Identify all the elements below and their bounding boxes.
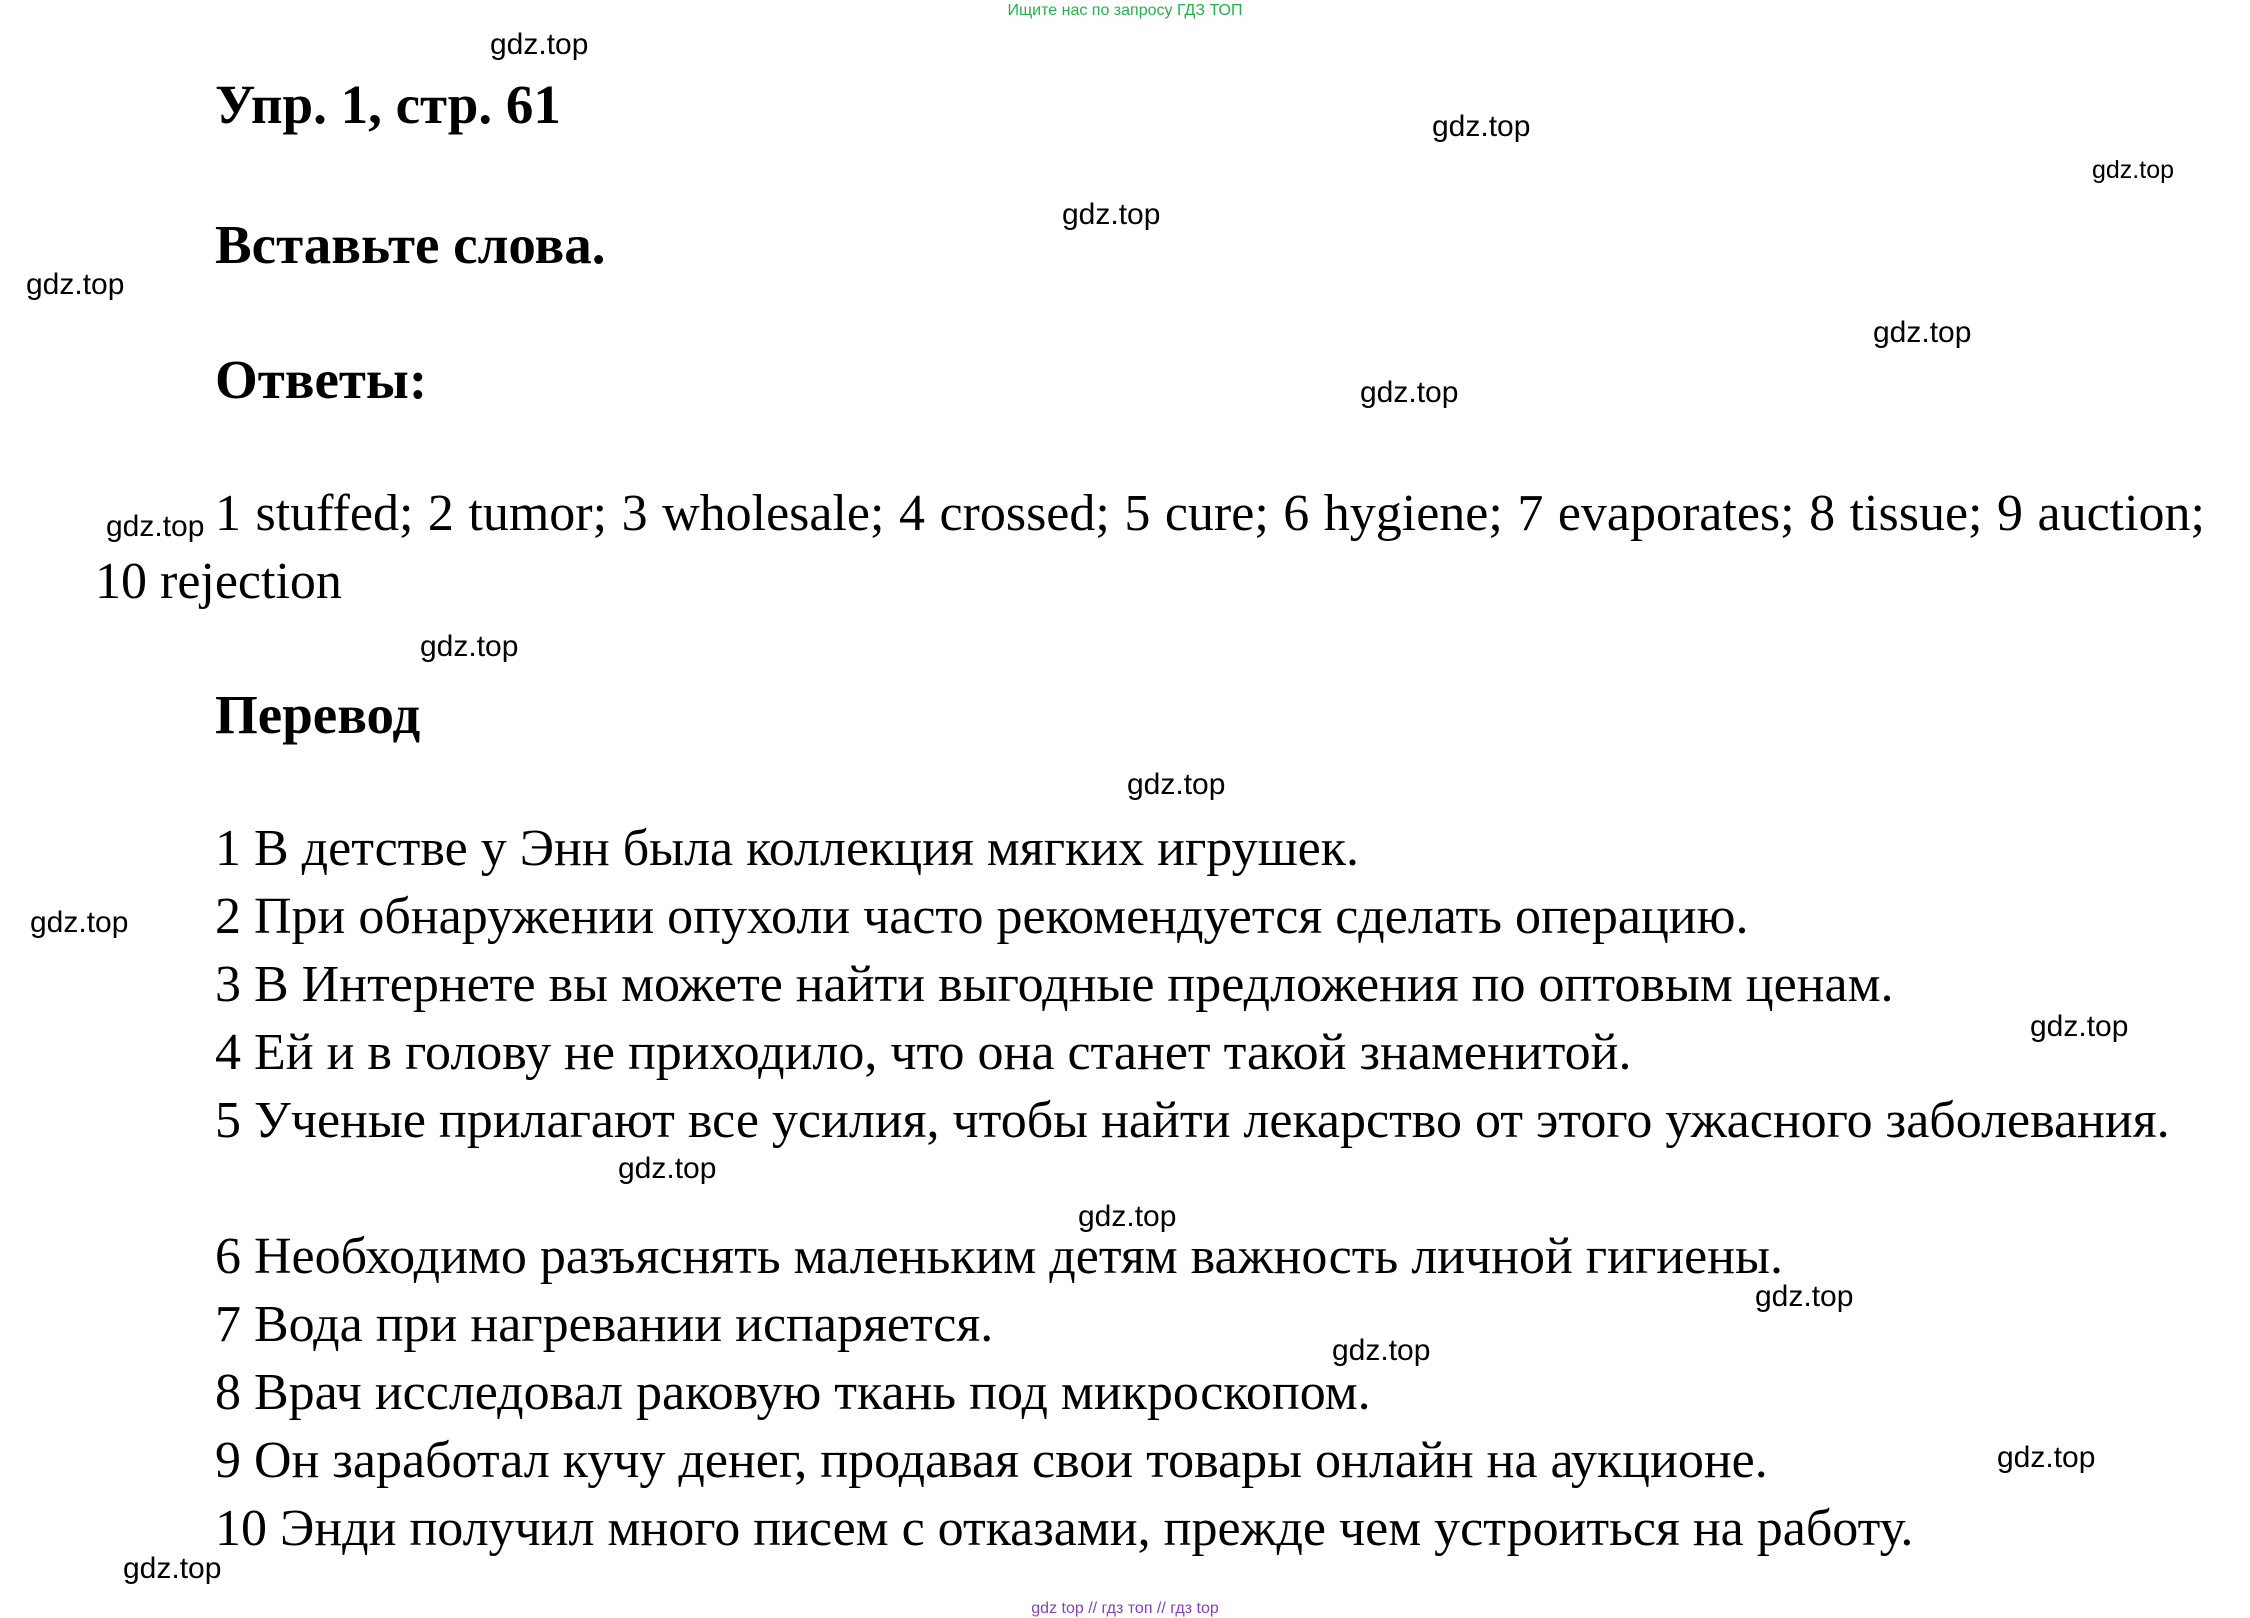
translation-line: 8 Врач исследовал раковую ткань под микроскопом. xyxy=(215,1364,1371,1421)
translation-line: 4 Ей и в голову не приходило, что она станет такой знаменитой. xyxy=(215,1024,1632,1081)
translation-line: 9 Он заработал кучу денег, продавая свои товары онлайн на аукционе. xyxy=(215,1432,1768,1489)
watermark: gdz.top xyxy=(1432,110,1531,143)
watermark: gdz.top xyxy=(1332,1334,1431,1367)
watermark: gdz.top xyxy=(1997,1441,2096,1474)
translation-line: 1 В детстве у Энн была коллекция мягких игрушек. xyxy=(215,820,1359,877)
watermark: gdz.top xyxy=(490,28,589,61)
watermark: gdz.top xyxy=(618,1152,717,1185)
task-heading: Вставьте слова. xyxy=(215,214,606,275)
translation-line: 7 Вода при нагревании испаряется. xyxy=(215,1296,994,1353)
translation-line: 5 Ученые прилагают все усилия, чтобы найти лекарство от этого ужасного заболевания. xyxy=(215,1092,2170,1149)
watermark: gdz.top xyxy=(106,510,205,543)
watermark: gdz.top xyxy=(1360,376,1459,409)
watermark: gdz.top xyxy=(1873,316,1972,349)
watermark: gdz.top xyxy=(26,268,125,301)
top-notice: Ищите нас по запросу ГДЗ ТОП xyxy=(1007,2,1243,19)
answers-text: 1 stuffed; 2 tumor; 3 wholesale; 4 crossed; 5 cure; 6 hygiene; 7 evaporates; 8 tissue; 9 auction; 10 rejection xyxy=(95,485,2205,610)
exercise-title: Упр. 1, стр. 61 xyxy=(215,74,561,135)
watermark: gdz.top xyxy=(123,1552,222,1585)
translation-line: 3 В Интернете вы можете найти выгодные предложения по оптовым ценам. xyxy=(215,956,1894,1013)
answers-heading: Ответы: xyxy=(215,349,428,410)
bottom-notice: gdz top // гдз топ // гдз top xyxy=(1031,1600,1219,1617)
watermark: gdz.top xyxy=(1062,198,1161,231)
translation-line: 6 Необходимо разъяснять маленьким детям важность личной гигиены. xyxy=(215,1228,1783,1285)
watermark: gdz.top xyxy=(2030,1010,2129,1043)
watermark: gdz.top xyxy=(1127,768,1226,801)
watermark: gdz.top xyxy=(1078,1200,1177,1233)
translation-line: 10 Энди получил много писем с отказами, прежде чем устроиться на работу. xyxy=(215,1500,1914,1557)
watermark: gdz.top xyxy=(2092,156,2175,184)
watermark: gdz.top xyxy=(1755,1280,1854,1313)
watermark: gdz.top xyxy=(420,630,519,663)
translation-line: 2 При обнаружении опухоли часто рекомендуется сделать операцию. xyxy=(215,888,1749,945)
watermark: gdz.top xyxy=(30,906,129,939)
translation-heading: Перевод xyxy=(215,684,421,745)
